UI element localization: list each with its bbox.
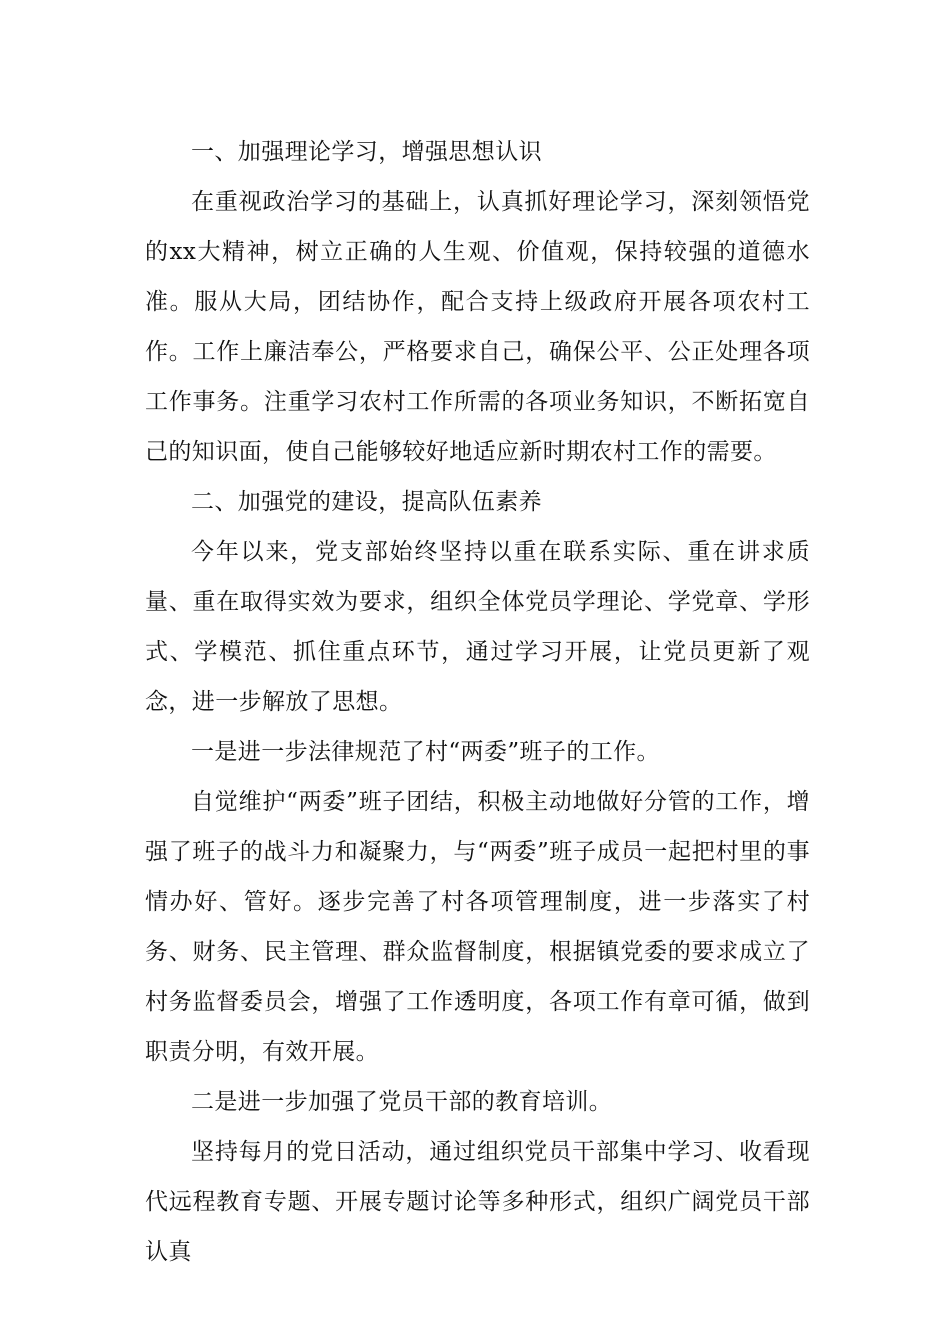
paragraph-theory-study: 在重视政治学习的基础上，认真抓好理论学习，深刻领悟党的xx大精神，树立正确的人生观、价值观，保持较强的道德水准。服从大局，团结协作，配合支持上级政府开展各项农村工作。工作上廉洁奉公，严格要求自己，确保公平、公正处理各项工作事务。注重学习农村工作所需的各项业务知识，不断拓宽自己的知识面，使自己能够较好地适应新时期农村工作的需要。 xyxy=(145,189,810,465)
paragraph-two-committees: 自觉维护“两委”班子团结，积极主动地做好分管的工作，增强了班子的战斗力和凝聚力，与“两委”班子成员一起把村里的事情办好、管好。逐步完善了村各项管理制度，进一步落实了村务、财务、民主管理、群众监督制度，根据镇党委的要求成立了村务监督委员会，增强了工作透明度，各项工作有章可循，做到职责分明，有效开展。 xyxy=(145,789,810,1065)
paragraph-party-building: 今年以来，党支部始终坚持以重在联系实际、重在讲求质量、重在取得实效为要求，组织全体党员学理论、学党章、学形式、学模范、抓住重点环节，通过学习开展，让党员更新了观念，进一步解放了思想。 xyxy=(145,539,810,715)
section-heading-1: 一、加强理论学习，增强思想认识 xyxy=(191,139,542,165)
document-body xyxy=(145,127,810,1277)
paragraph-training: 坚持每月的党日活动，通过组织党员干部集中学习、收看现代远程教育专题、开展专题讨论等多种形式，组织广阔党员干部认真 xyxy=(145,1139,810,1265)
section-heading-2: 二、加强党的建设，提高队伍素养 xyxy=(191,489,542,515)
subheading-1: 一是进一步法律规范了村“两委”班子的工作。 xyxy=(191,739,660,765)
subheading-2: 二是进一步加强了党员干部的教育培训。 xyxy=(191,1089,613,1115)
